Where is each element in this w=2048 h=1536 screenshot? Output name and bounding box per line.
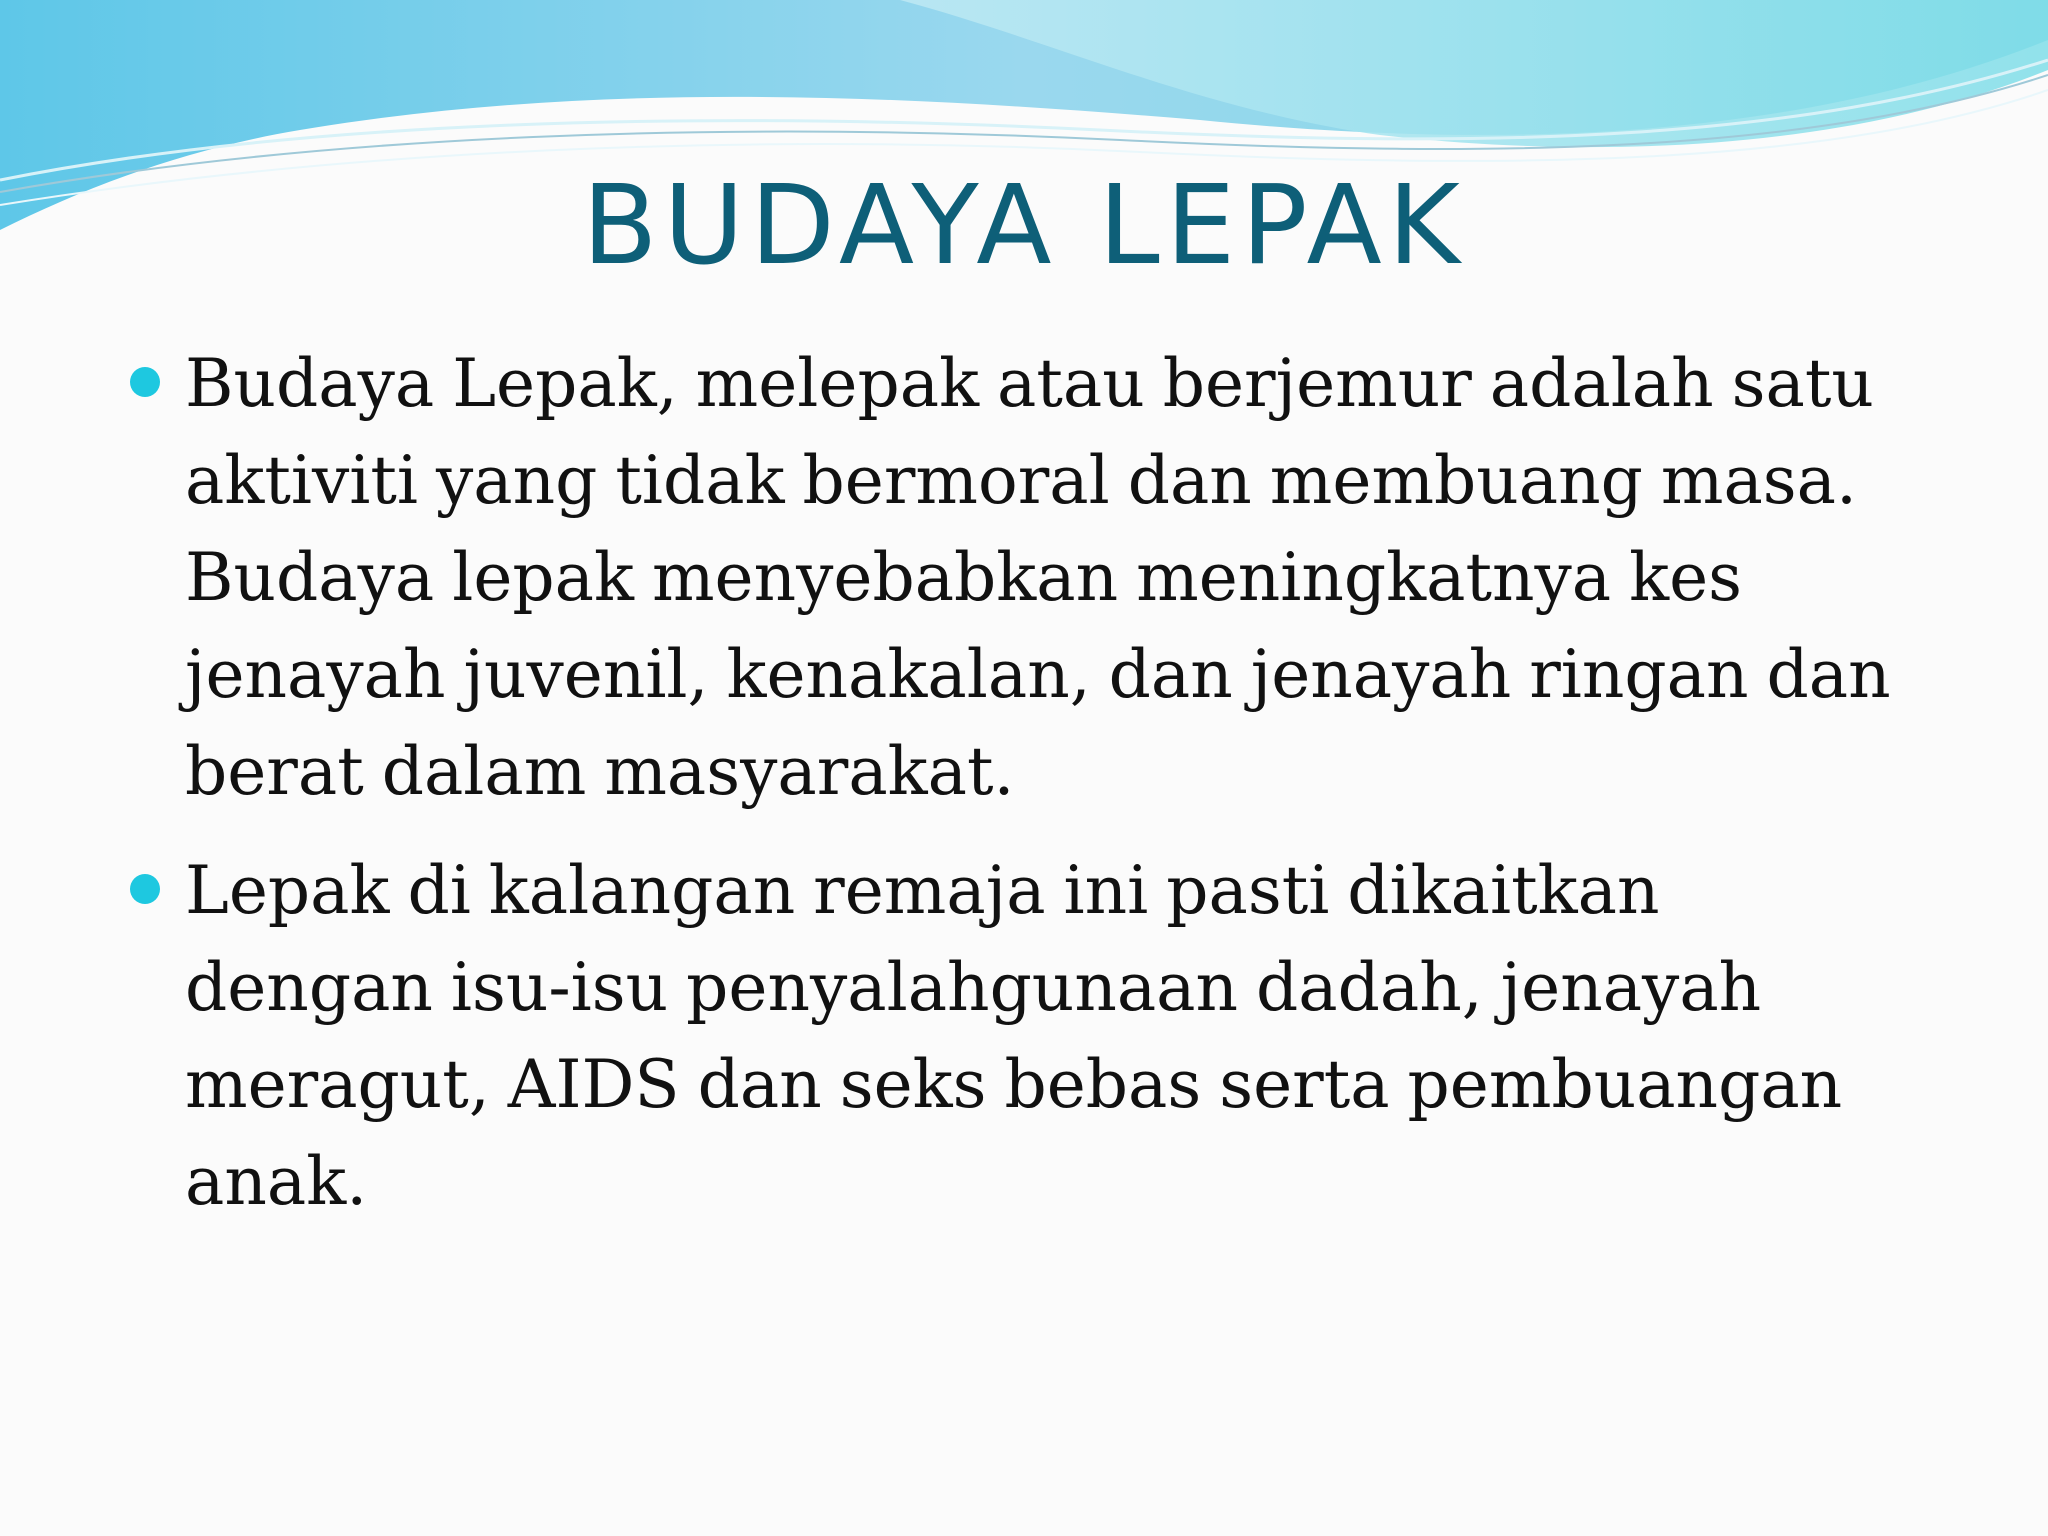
bullet-text: Lepak di kalangan remaja ini pasti dikaitkan dengan isu-isu penyalahgunaan dadah, jenayah meragut, AIDS dan seks bebas serta pembuangan anak.	[185, 852, 1843, 1220]
bullet-item	[130, 842, 1910, 1230]
bullet-dot-icon	[130, 874, 160, 904]
slide-title: BUDAYA LEPAK	[582, 161, 1466, 289]
bullet-text: Budaya Lepak, melepak atau berjemur adalah satu aktiviti yang tidak bermoral dan membuang masa. Budaya lepak menyebabkan meningkatnya kes jenayah juvenil, kenakalan, dan jenayah ringan dan berat dalam masyarakat.	[185, 345, 1891, 810]
bullet-item	[130, 335, 1910, 820]
bullet-dot-icon	[130, 367, 160, 397]
bullet-list	[130, 335, 1910, 1252]
